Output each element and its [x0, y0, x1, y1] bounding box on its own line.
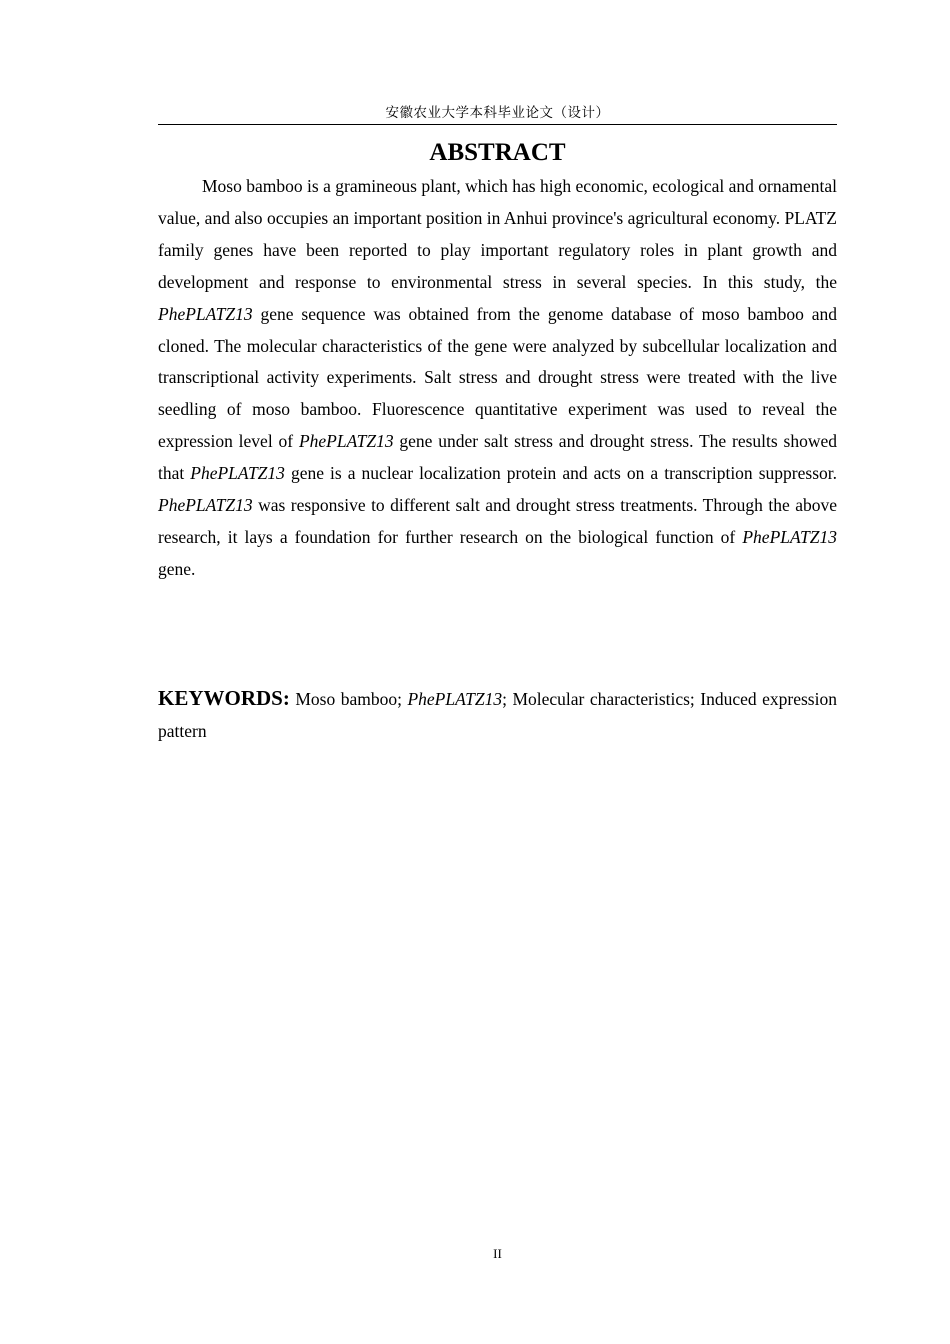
abstract-text: gene is a nuclear localization protein and acts on a transcription suppressor. — [284, 463, 837, 484]
abstract-title: ABSTRACT — [429, 139, 566, 166]
header-rule — [158, 124, 837, 125]
gene-name: PhePLATZ13 — [742, 526, 837, 547]
keywords-paragraph — [158, 682, 837, 747]
gene-name: PhePLATZ13 — [298, 431, 394, 452]
gene-name: PhePLATZ13 — [158, 303, 253, 324]
keywords-label: KEYWORDS: — [158, 686, 290, 710]
gene-name: PhePLATZ13 — [158, 495, 253, 516]
running-header: 安徽农业大学本科毕业论文（设计） — [385, 105, 610, 121]
abstract-text: gene sequence was obtained from the genome database of moso bamboo and cloned. The molecular characteristics of the gene were analyzed by subcellular localization and transcriptional activity experiments. Salt stress and drought stress were treated with the live seedling of moso bamboo. Fluorescence quantitative experiment was used to reveal the expression level of — [158, 303, 837, 452]
gene-name: PhePLATZ13 — [407, 689, 503, 709]
keywords-text: Moso bamboo; — [289, 689, 408, 709]
abstract-paragraph — [158, 171, 837, 586]
abstract-text: was responsive to different salt and drought stress treatments. Through the above research, it lays a foundation for further research on the biological function of — [158, 495, 837, 547]
gene-name: PhePLATZ13 — [190, 463, 285, 484]
abstract-text: Moso bamboo is a gramineous plant, which has high economic, ecological and ornamental value, and also occupies an important position in Anhui province's agricultural economy. PLATZ family genes have been reported to play important regulatory roles in plant growth and development and response to environmental stress in several species. In this study, the — [158, 176, 837, 292]
abstract-text: gene. — [158, 558, 196, 579]
keywords-text: ; Molecular characteristics; Induced expression pattern — [158, 689, 837, 741]
page-number: II — [493, 1246, 502, 1261]
abstract-text: gene under salt stress and drought stress. The results showed that — [158, 431, 837, 484]
